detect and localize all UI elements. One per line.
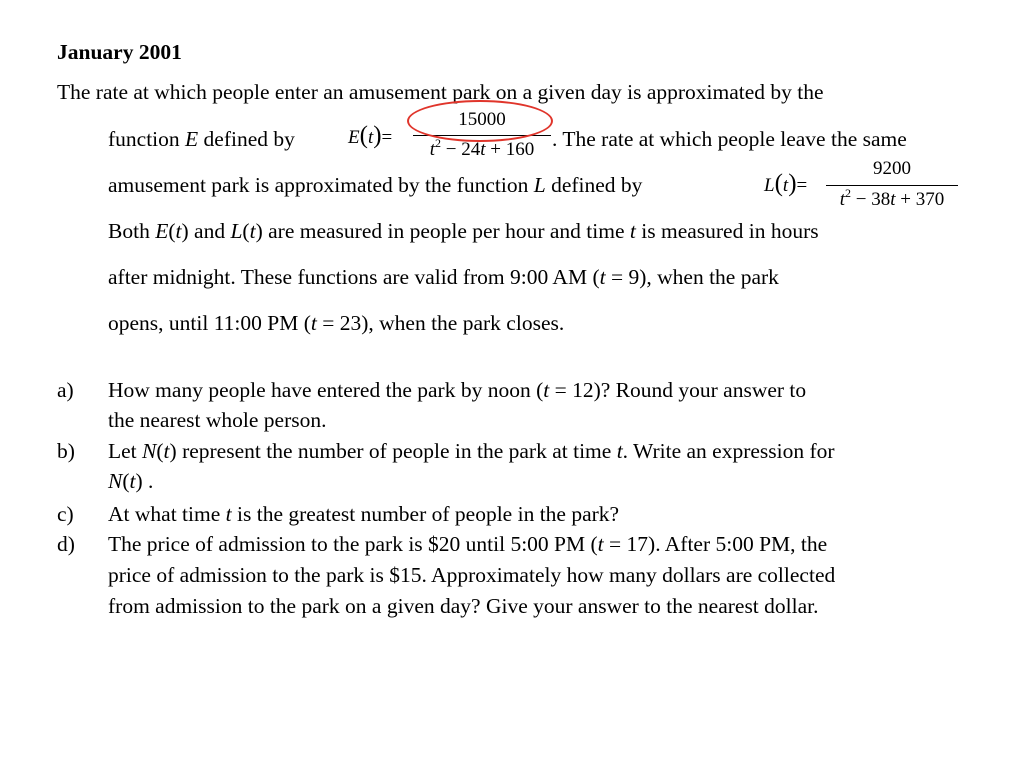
intro-line-5: after midnight. These functions are valid from 9:00 AM (t = 9), when the park: [108, 265, 779, 289]
question-text: How many people have entered the park by noon (t = 12)? Round your answer to: [108, 378, 807, 402]
intro-line-1: The rate at which people enter an amusement park on a given day is approximated by the: [57, 80, 824, 104]
intro-line-4: Both E(t) and L(t) are measured in people per hour and time t is measured in hours: [108, 219, 819, 243]
question-text: the nearest whole person.: [108, 408, 327, 432]
page-title: January 2001: [57, 40, 182, 64]
l-denominator: $t^2 - 38t + 370$: [839, 186, 945, 210]
question-text: from admission to the park on a given day? Give your answer to the nearest dollar.: [108, 594, 819, 618]
question-marker: d): [57, 532, 75, 556]
l-numerator: 9200: [873, 158, 911, 179]
question-text: At what time t is the greatest number of people in the park?: [108, 502, 620, 526]
intro-line-3: amusement park is approximated by the function L defined by: [108, 173, 643, 197]
question-marker: c): [57, 502, 74, 526]
question-text: N(t) .: [108, 469, 154, 493]
e-numerator: 15000: [458, 109, 506, 130]
question-marker: b): [57, 439, 75, 463]
question-text: Let N(t) represent the number of people in the park at time t. Write an expression for: [108, 439, 835, 463]
question-text: The price of admission to the park is $20 until 5:00 PM (t = 17). After 5:00 PM, the: [108, 532, 828, 556]
e-denominator: $t^2 - 24t + 160$: [429, 136, 535, 160]
intro-line-6: opens, until 11:00 PM (t = 23), when the park closes.: [108, 311, 565, 335]
question-text: price of admission to the park is $15. Approximately how many dollars are collected: [108, 563, 836, 587]
intro-line-2-end: . The rate at which people leave the same: [552, 127, 907, 151]
question-marker: a): [57, 378, 74, 402]
annotation-circle: [407, 100, 553, 142]
intro-line-2: function E defined by: [108, 127, 295, 151]
